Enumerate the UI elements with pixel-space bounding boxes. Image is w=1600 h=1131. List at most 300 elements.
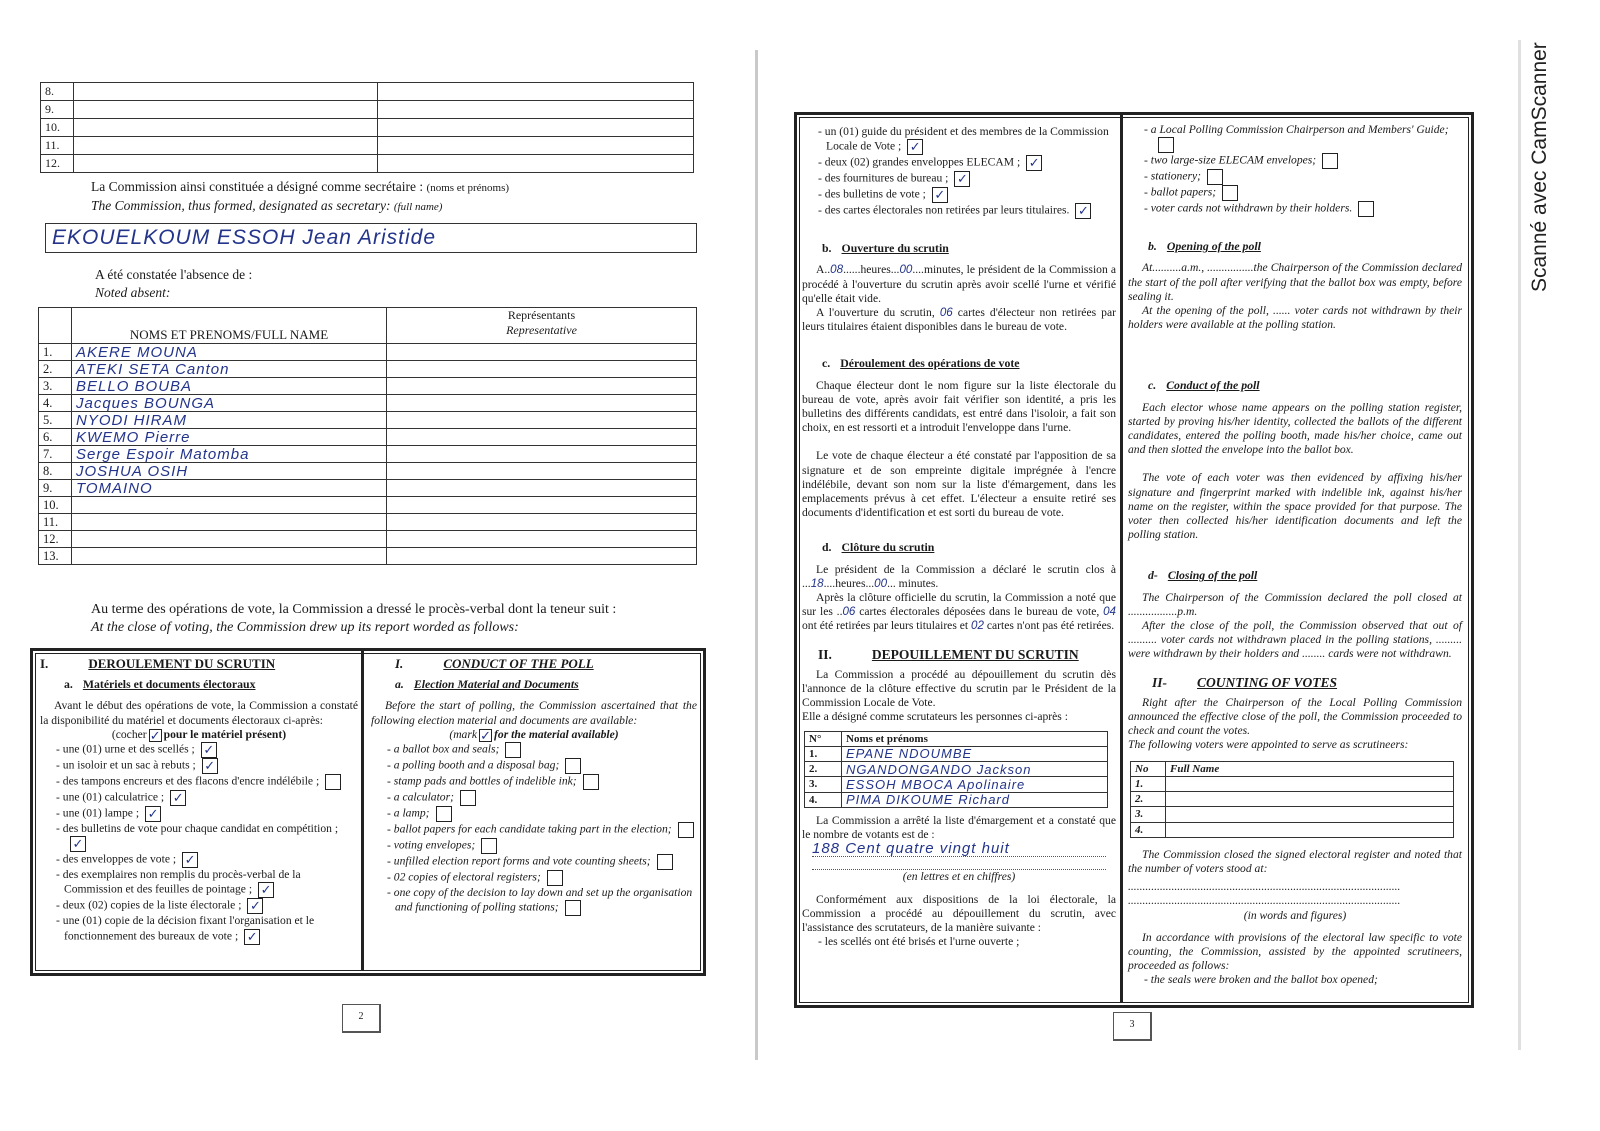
checklist-item-label: stamp pads and bottles of indelible ink; [393, 774, 577, 788]
absent-rep-cell [387, 412, 697, 429]
t: ont été retirées par leurs titulaires et [802, 619, 969, 633]
absent-rep-cell [387, 480, 697, 497]
closing-en-p1: The Chairperson of the Commission declared the poll closed at .................p.m. [1128, 590, 1462, 618]
absent-name [72, 514, 387, 531]
conduct-fr-title: Déroulement des opérations de vote [840, 356, 1020, 371]
opening-fr-num: b. [822, 241, 832, 256]
absent-rep-cell [387, 497, 697, 514]
check-icon: ✓ [147, 806, 159, 822]
checklist-item [48, 806, 358, 822]
absent-name: Jacques BOUNGA [72, 395, 387, 412]
closing-en-p2: After the close of the poll, the Commission observed that out of .......... voter cards not withdrawn placed in the polling stations, ......... were withdrawn by their holders and ........ cards were not withdrawn. [1128, 619, 1462, 661]
absent-rep-cell [387, 361, 697, 378]
absent-row-number: 11. [39, 514, 72, 531]
checklist-item-label: a polling booth and a disposal bag; [393, 758, 560, 772]
absent-row-number: 2. [39, 361, 72, 378]
left-page-edge [755, 50, 758, 1060]
t: minutes, le président de la Commission a procédé à l'ouverture du scrutin après avoir scellé l'urne et vérifié qu'elle était vide. [802, 263, 1116, 305]
conduct-en-p2: The vote of each voter was then evidenced by affixing his/her signature and fingerprint marked with indelible ink, against his/her name on the register, within the space provided for that purpose. The voter then collected his/her identification documents and left the polling station. [1128, 471, 1462, 542]
checkbox[interactable] [460, 790, 476, 806]
member-rep-cell [378, 119, 694, 137]
counting-fr-title: DEPOUILLEMENT DU SCRUTIN [871, 646, 1079, 662]
absent-row [39, 344, 697, 361]
check-icon: ✓ [934, 187, 946, 203]
counting-en-heading [1128, 676, 1462, 690]
absent-row-number: 5. [39, 412, 72, 429]
t: heures [860, 263, 891, 277]
scrutineer-number: 1. [1131, 776, 1166, 791]
member-rep-cell [378, 137, 694, 155]
absent-label-fr: A été constatée l'absence de : [95, 267, 253, 282]
member-rep-cell [378, 83, 694, 101]
scrutineer-name: NGANDONGANDO Jackson [842, 762, 1108, 777]
counting-fr-p3: La Commission a arrêté la liste d'émargement et a constaté que le nombre de votants est de : [802, 813, 1116, 841]
instruction-pre-en: (mark [449, 727, 478, 741]
checklist-item-label: des cartes électorales non retirées par leurs titulaires. [824, 203, 1070, 217]
scrutineer-number: 2. [1131, 792, 1166, 807]
absent-rep-cell [387, 395, 697, 412]
member-name-cell [74, 137, 378, 155]
counting-en-p4: In accordance with provisions of the electoral law specific to vote counting, the Commission, assisted by the appointed scrutineers, proceeded as follows: [1128, 930, 1462, 973]
check-icon: ✓ [249, 898, 261, 914]
absent-rep-cell [387, 514, 697, 531]
check-icon: ✓ [72, 836, 84, 852]
row-number: 11. [41, 137, 74, 155]
counting-en-p2: The following voters were appointed to serve as scrutineers: [1128, 738, 1409, 752]
scrutineers-table-en [1130, 761, 1454, 838]
checklist-item-label: une (01) calculatrice ; [62, 790, 165, 804]
closing-en-title: Closing of the poll [1167, 568, 1258, 583]
t: heures [835, 576, 866, 590]
checklist-item-label: des enveloppes de vote ; [62, 852, 177, 866]
absent-header-rep-en: Representative [506, 323, 577, 337]
checklist-item [379, 854, 697, 870]
absent-rep-cell [387, 548, 697, 565]
checklist-item [48, 852, 358, 868]
dotted-line [812, 857, 1106, 870]
row-number: 8. [41, 83, 74, 101]
scrutineer-number: 4. [1131, 822, 1166, 837]
scrutineer-row [805, 762, 1108, 777]
opening-en-p2: At the opening of the poll, ...... voter cards not withdrawn by their holders were available at the polling station. [1128, 304, 1462, 332]
checklist-item [48, 898, 358, 914]
checklist-item [810, 187, 1116, 203]
scrutineer-row [1131, 792, 1454, 807]
section-fr-num: I. [40, 656, 49, 671]
absent-header-rep [387, 308, 697, 344]
absent-row [39, 395, 697, 412]
absent-row-number: 6. [39, 429, 72, 446]
checklist-item-label: un (01) guide du président et des membres de la Commission Locale de Vote ; [824, 125, 1109, 153]
absent-row [39, 497, 697, 514]
counting-fr-p2: Elle a désigné comme scrutateurs les personnes ci-après : [802, 710, 1068, 724]
row-number: 10. [41, 119, 74, 137]
opening-fr-p1: A..08......heures...00....minutes, le président de la Commission a procédé à l'ouverture du scrutin après avoir scellé l'urne et vérifié qu'elle était vide. [802, 263, 1116, 305]
absent-row-number: 7. [39, 446, 72, 463]
absent-row [39, 531, 697, 548]
counting-en-p1: Right after the Chairperson of the Local Polling Commission announced the effective close of the poll, the Commission proceeded to check and count the votes. [1128, 695, 1462, 738]
members-table [40, 82, 694, 173]
scrutineer-name [1166, 822, 1454, 837]
checkbox[interactable] [481, 838, 497, 854]
cards-not-withdrawn: 02 [971, 619, 984, 633]
section-fr-para: Avant le début des opérations de vote, la Commission a constaté la disponibilité du matériel et documents électoraux ci-après: [40, 699, 358, 727]
checklist-item-label: une (01) copie de la décision fixant l'organisation et le fonctionnement des bureaux de vote ; [62, 914, 315, 943]
checklist-item [379, 838, 697, 854]
section-fr-subheading [64, 677, 358, 691]
t: Le président de la Commission a déclaré le scrutin clos à [816, 562, 1116, 576]
absent-name [72, 531, 387, 548]
absent-row [39, 361, 697, 378]
checkbox[interactable] [1158, 137, 1174, 153]
scrutineer-row [1131, 807, 1454, 822]
members-row [41, 83, 694, 101]
checklist-item [379, 774, 697, 790]
section-en-heading [371, 657, 697, 671]
secretary-name: EKOUELKOUM ESSOH Jean Aristide [52, 226, 437, 249]
checklist-item-label: voting envelopes; [393, 838, 476, 852]
scrutineers-table-fr [804, 731, 1108, 808]
secretary-hint-fr: (noms et prénoms) [426, 182, 510, 194]
dots-2: .............................................................................................. [1128, 894, 1401, 908]
absent-row [39, 446, 697, 463]
checkbox[interactable] [1222, 185, 1238, 201]
t: cartes n'ont pas été retirées. [986, 619, 1115, 633]
closing-fr-title: Clôture du scrutin [841, 540, 935, 555]
checklist-item [379, 806, 697, 822]
check-icon: ✓ [260, 882, 272, 898]
scrutineer-number: 3. [1131, 807, 1166, 822]
absent-row [39, 480, 697, 497]
section-en-title: CONDUCT OF THE POLL [443, 656, 594, 671]
scrutineer-row [1131, 776, 1454, 791]
cards-withdrawn: 04 [1103, 605, 1116, 619]
closing-fr-p2: Après la clôture officielle du scrutin, la Commission a noté que sur les ..06 cartes électorales déposées dans le bureau de vote, 04 ont été retirées par leurs titulaires et 02 cartes n'ont pas été retirées. [802, 591, 1116, 633]
scrutineer-row [1131, 822, 1454, 837]
check-icon: ✓ [184, 852, 196, 868]
absent-name [72, 548, 387, 565]
opening-minutes: 00 [899, 263, 913, 277]
instruction-post-en: for the material available) [494, 727, 619, 741]
scrutineer-name [1166, 792, 1454, 807]
checklist-item [379, 822, 697, 838]
absent-rep-cell [387, 446, 697, 463]
absent-row [39, 378, 697, 395]
counting-fr-step1: - les scellés ont été brisés et l'urne ouverte ; [810, 935, 1116, 949]
checklist-item [48, 868, 358, 898]
checklist-item-label: a calculator; [393, 790, 454, 804]
absent-name: NYODI HIRAM [72, 412, 387, 429]
checkbox[interactable] [657, 854, 673, 870]
checklist-item-label: des exemplaires non remplis du procès-verbal de la Commission et des feuilles de pointage ; [62, 868, 301, 897]
checklist-item [1136, 185, 1462, 201]
checked-checkbox[interactable] [907, 139, 923, 155]
secretary-hint-en: (full name) [393, 201, 443, 213]
checklist-item [48, 758, 358, 774]
checked-checkbox[interactable] [1026, 155, 1042, 171]
check-icon: ✓ [1077, 203, 1089, 219]
members-row [41, 155, 694, 173]
checklist-item-label: 02 copies of electoral registers; [393, 870, 541, 884]
row-number: 12. [41, 155, 74, 173]
conduct-en-p1: Each elector whose name appears on the polling station register, started by proving his/her identity, collected the ballots of the different candidates, entered the polling booth, made his/her choice, came out and then slotted the envelope into the ballot box. [1128, 400, 1462, 457]
cards-total: 06 [842, 605, 856, 619]
check-icon: ✓ [956, 171, 968, 187]
secretary-label-en: The Commission, thus formed, designated as secretary: [91, 198, 391, 213]
conduct-en-title: Conduct of the poll [1166, 378, 1260, 393]
secretary-label [91, 178, 509, 216]
checklist-item [48, 790, 358, 806]
t: minutes. [898, 576, 939, 590]
right-fr-column [802, 125, 1116, 949]
counting-en-step1: - the seals were broken and the ballot box opened; [1136, 973, 1462, 987]
scrutineer-number: 2. [805, 762, 842, 777]
section-one-divider [361, 651, 364, 970]
counting-fr-num: II. [818, 646, 832, 662]
checked-checkbox[interactable] [247, 898, 263, 914]
checklist-item [48, 742, 358, 758]
checked-checkbox[interactable] [954, 171, 970, 187]
absent-name: TOMAINO [72, 480, 387, 497]
t: A l'ouverture du scrutin, [816, 306, 935, 320]
checked-checkbox[interactable] [1075, 203, 1091, 219]
checklist-item [1136, 169, 1462, 185]
conduct-fr-num: c. [822, 356, 831, 371]
scrutineer-name [1166, 776, 1454, 791]
closing-hour: 18 [810, 576, 824, 590]
absent-rep-cell [387, 531, 697, 548]
section-fr-heading [40, 657, 358, 671]
checked-checkbox[interactable] [182, 852, 198, 868]
closing-en-heading [1148, 568, 1462, 582]
closing-fr-num: d. [822, 540, 832, 555]
checklist-item [48, 822, 358, 852]
absent-name: ATEKI SETA Canton [72, 361, 387, 378]
scrutineer-name: EPANE NDOUMBE [842, 746, 1108, 761]
checklist-item [48, 914, 358, 944]
instruction-pre: (cocher [111, 727, 147, 741]
checked-checkbox[interactable] [70, 836, 86, 852]
absent-row-number: 4. [39, 395, 72, 412]
members-row [41, 101, 694, 119]
check-icon: ✓ [246, 928, 258, 944]
absent-row-number: 13. [39, 548, 72, 565]
checklist-item-label: unfilled election report forms and vote counting sheets; [393, 854, 651, 868]
check-icon: ✓ [909, 139, 921, 155]
member-name-cell [74, 155, 378, 173]
counting-en-num: II- [1152, 674, 1168, 690]
checked-checkbox[interactable] [145, 806, 161, 822]
checklist-item [810, 171, 1116, 187]
checklist-item [1136, 153, 1462, 169]
checklist-item-label: a Local Polling Commission Chairperson and Members' Guide; [1150, 123, 1449, 136]
absent-name: KWEMO Pierre [72, 429, 387, 446]
section-en-subheading [395, 677, 697, 691]
checkbox[interactable] [1358, 201, 1374, 217]
section-en-column [371, 655, 697, 916]
check-icon: ✓ [204, 758, 216, 774]
closing-minutes: 00 [874, 576, 888, 590]
checkbox[interactable] [565, 758, 581, 774]
checklist-item-label: des bulletins de vote ; [824, 187, 926, 201]
absent-row-number: 9. [39, 480, 72, 497]
members-row [41, 137, 694, 155]
counting-en-title: COUNTING OF VOTES [1197, 674, 1338, 690]
checklist-item-label: voter cards not withdrawn by their holders. [1150, 201, 1353, 215]
absent-row [39, 412, 697, 429]
opening-en-title: Opening of the poll [1166, 239, 1261, 254]
absent-rep-cell [387, 344, 697, 361]
absent-row-number: 1. [39, 344, 72, 361]
absent-row [39, 514, 697, 531]
members-row [41, 119, 694, 137]
absent-row [39, 548, 697, 565]
opening-fr-title: Ouverture du scrutin [841, 241, 949, 256]
scrutineer-name: ESSOH MBOCA Apolinaire [842, 777, 1108, 792]
checklist-item [379, 870, 697, 886]
checklist-item [379, 758, 697, 774]
checklist-item [379, 790, 697, 806]
checked-checkbox[interactable] [244, 929, 260, 945]
checkbox[interactable] [325, 774, 341, 790]
checklist-item [1136, 201, 1462, 217]
counting-en-p3: The Commission closed the signed electoral register and noted that the number of voters stood at: [1128, 847, 1462, 875]
checklist-item [48, 774, 358, 790]
absent-name: JOSHUA OSIH [72, 463, 387, 480]
counting-fr-p1: La Commission a procédé au dépouillement du scrutin dès l'annonce de la clôture effective du scrutin par le Président de la Commission Locale de Vote. [802, 667, 1116, 710]
checklist-item-label: stationery; [1150, 169, 1201, 183]
absent-row [39, 463, 697, 480]
closing-intro-en: At the close of voting, the Commission drew up its report worded as follows: [91, 620, 519, 635]
section-fr-sub-num: a. [64, 677, 73, 692]
opening-fr-heading [822, 241, 1116, 255]
checklist-item-label: a lamp; [393, 806, 430, 820]
right-page-divider [1120, 115, 1123, 1002]
absent-rep-cell [387, 463, 697, 480]
checkbox[interactable] [1322, 153, 1338, 169]
section-fr-column [40, 655, 358, 945]
t: Après la clôture officielle du scrutin, la Commission a noté que sur les [802, 591, 1116, 619]
section-fr-instruction [40, 728, 358, 742]
check-icon: ✓ [172, 790, 184, 806]
dots-1: .............................................................................................. [1128, 880, 1401, 894]
member-name-cell [74, 83, 378, 101]
voters-count: 188 Cent quatre vingt huit [812, 842, 1106, 857]
scrutineer-name [1166, 807, 1454, 822]
checklist-item [810, 203, 1116, 219]
checklist-item-label: des bulletins de vote pour chaque candidat en compétition ; [62, 822, 339, 836]
absent-header-rep-fr: Représentants [507, 308, 576, 322]
checklist-item [379, 742, 697, 758]
closing-fr-p1: Le président de la Commission a déclaré le scrutin clos à ...18....heures...00... minutes. [802, 562, 1116, 590]
checklist-item-label: a ballot box and seals; [393, 742, 500, 756]
checkbox[interactable] [583, 774, 599, 790]
member-rep-cell [378, 155, 694, 173]
scrutineer-row [805, 777, 1108, 792]
absent-row [39, 429, 697, 446]
closing-intro-fr: Au terme des opérations de vote, la Commission a dressé le procès-verbal dont la teneur suit : [91, 602, 617, 617]
section-fr-checklist [40, 742, 358, 945]
checklist-item [810, 155, 1116, 171]
opening-en-num: b. [1148, 239, 1157, 254]
right-page-number: 3 [1113, 1012, 1152, 1041]
section-en-num: I. [395, 656, 404, 671]
checkbox[interactable] [678, 822, 694, 838]
t: cartes électorales déposées dans le bureau de vote, [859, 605, 1100, 619]
absent-name: BELLO BOUBA [72, 378, 387, 395]
scrutineer-name: PIMA DIKOUME Richard [842, 792, 1108, 807]
absent-header-no [39, 308, 72, 344]
scrutineers-header-no: N° [805, 731, 842, 746]
counting-fr-p4: Conformément aux dispositions de la loi électorale, la Commission a procédé au dépouillement du scrutin, avec l'assistance des scrutateurs, de la manière suivante : [802, 892, 1116, 934]
sample-checkbox-en: ✓ [480, 727, 491, 743]
scrutineer-row [805, 746, 1108, 761]
checked-checkbox[interactable] [202, 758, 218, 774]
absent-name: Serge Espoir Matomba [72, 446, 387, 463]
right-page-edge [1518, 40, 1521, 1050]
secretary-name-box [45, 223, 697, 253]
checkbox[interactable] [1207, 169, 1223, 185]
t: cartes d'électeur non retirées par leurs titulaires étaient disponibles dans le bureau de vote. [802, 306, 1116, 334]
absent-name [72, 497, 387, 514]
checkbox[interactable] [505, 742, 521, 758]
t: A [816, 263, 825, 277]
checklist-item-label: des tampons encreurs et des flacons d'encre indélébile ; [62, 774, 320, 788]
conduct-fr-heading [822, 356, 1116, 370]
check-icon: ✓ [1028, 155, 1040, 171]
checklist-item-label: des fournitures de bureau ; [824, 171, 949, 185]
checkbox[interactable] [436, 806, 452, 822]
checklist-item-label: two large-size ELECAM envelopes; [1150, 153, 1317, 167]
checkbox[interactable] [565, 900, 581, 916]
closing-en-num: d- [1148, 568, 1158, 583]
absent-name: AKERE MOUNA [72, 344, 387, 361]
conduct-fr-p2: Le vote de chaque électeur a été constaté par l'apposition de sa signature et de son empreinte digitale imprégnée à l'encre indélébile, devant son nom sur la liste d'émargement, dans les emplacements prévus à cet effet. L'électeur a ensuite retiré ses documents d'identification et est sorti du bureau de vote. [802, 449, 1116, 520]
scrutineer-number: 4. [805, 792, 842, 807]
section-fr-sub-title: Matériels et documents électoraux [82, 677, 256, 692]
scrutineers-header-no-en: No [1131, 761, 1166, 776]
scrutineers-header-name: Noms et prénoms [842, 731, 1108, 746]
checked-checkbox[interactable] [170, 790, 186, 806]
checkbox[interactable] [547, 870, 563, 886]
section-en-sub-title: Election Material and Documents [413, 677, 579, 692]
section-en-instruction [371, 728, 697, 742]
scrutineer-row [805, 792, 1108, 807]
absent-label [95, 266, 252, 302]
checklist-item-label: deux (02) grandes enveloppes ELECAM ; [824, 155, 1021, 169]
section-en-sub-num: a. [395, 677, 404, 692]
checked-checkbox[interactable] [258, 882, 274, 898]
scrutineers-header-name-en: Full Name [1166, 761, 1454, 776]
checked-checkbox[interactable] [932, 187, 948, 203]
right-en-column [1128, 123, 1462, 988]
section-en-para: Before the start of polling, the Commission ascertained that the following election material and documents are available: [371, 699, 697, 727]
checklist-item-label: une (01) urne et des scellés ; [62, 742, 195, 756]
absent-rep-cell [387, 429, 697, 446]
checklist-item-label: une (01) lampe ; [62, 806, 140, 820]
voters-hint-fr: (en lettres et en chiffres) [902, 870, 1016, 884]
checklist-item-label: ballot papers; [1150, 185, 1217, 199]
counting-fr-heading [802, 648, 1116, 662]
check-icon: ✓ [203, 742, 215, 758]
checklist-item-label: one copy of the decision to lay down and set up the organisation and functioning of polling stations; [393, 886, 693, 914]
row-number: 9. [41, 101, 74, 119]
closing-fr-heading [822, 540, 1116, 554]
checklist-item-label: deux (02) copies de la liste électorale ; [62, 899, 242, 913]
opening-cards: 06 [939, 306, 953, 320]
right-en-checklist [1128, 123, 1462, 217]
checked-checkbox[interactable] [201, 742, 217, 758]
